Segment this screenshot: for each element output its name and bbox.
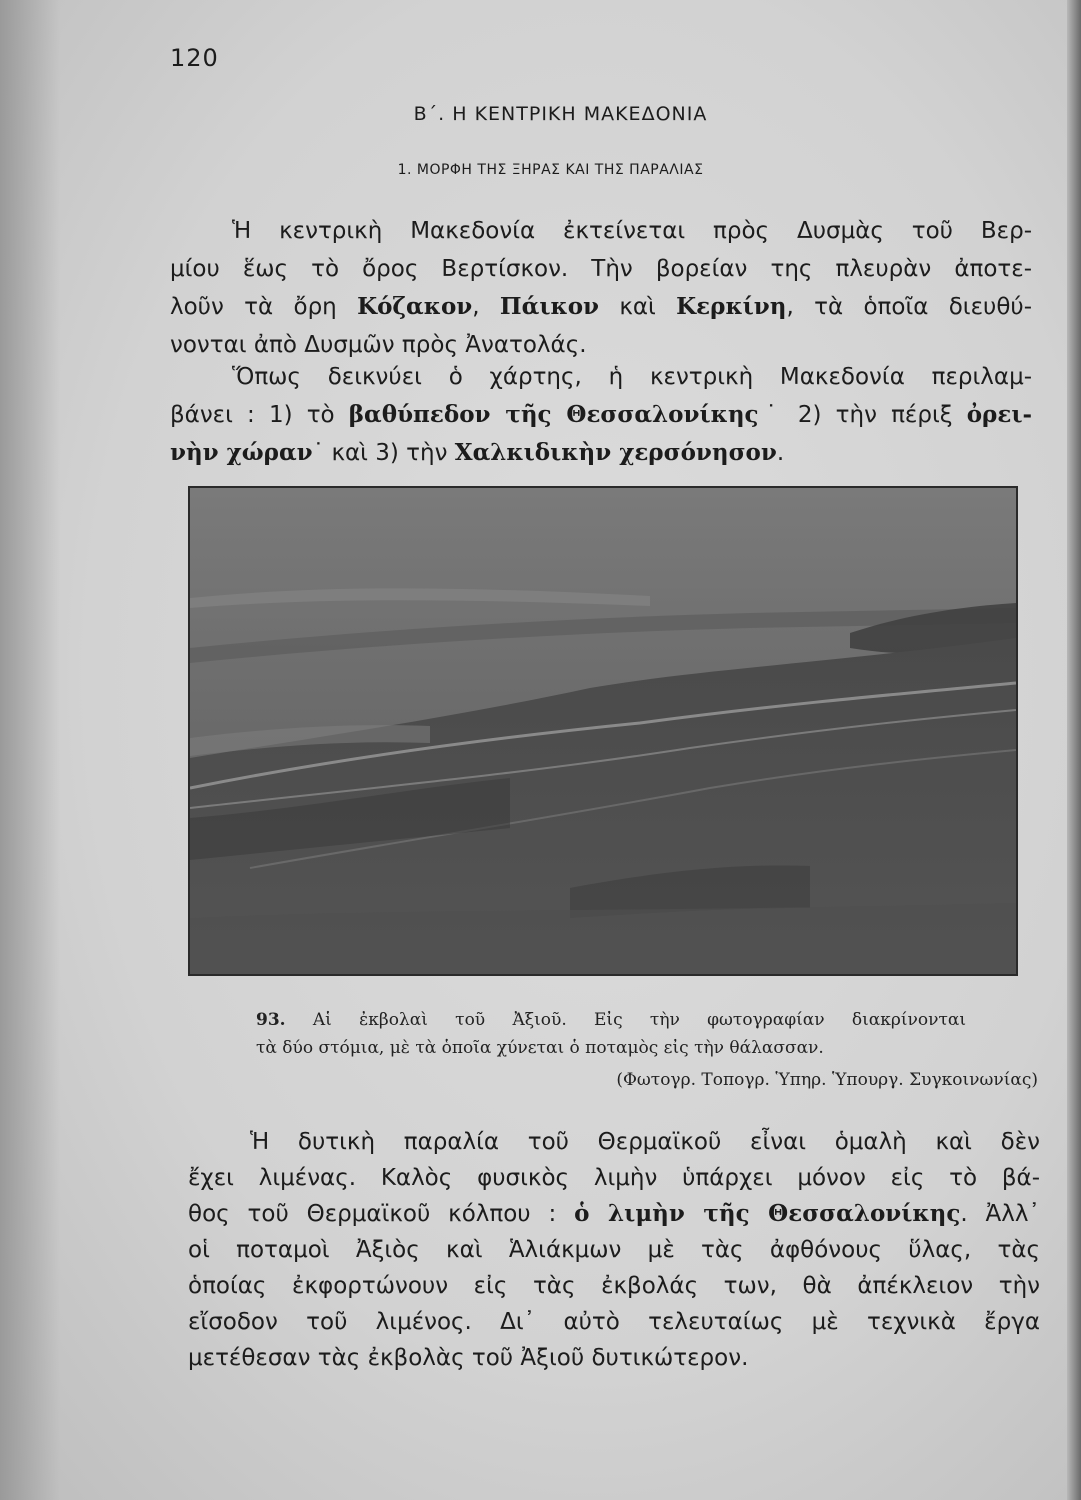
paragraph-regions [170, 358, 1032, 472]
region-mountain-end: νὴν χώραν [170, 439, 313, 466]
mountain-kerkini: Κερκίνη [676, 293, 787, 320]
text-line: λοῦν τὰ ὄρη Κόζακον, Πάικον καὶ Κερκίνη, τὰ ὁποῖα διευθύ- [170, 293, 1033, 320]
mountain-kozakon: Κόζακον [357, 293, 473, 320]
text-line: θος τοῦ Θερμαϊκοῦ κόλπου : ὁ λιμὴν τῆς Θεσσαλονίκης. Ἀλλ᾽ [188, 1200, 1040, 1227]
text-line: εἴσοδον τοῦ λιμένος. Δι᾽ αὐτὸ τελευταίως μὲ τεχνικὰ ἔργα [188, 1309, 1040, 1335]
text-line: νὴν χώραν˙ καὶ 3) τὴν Χαλκιδικὴν χερσόνησον. [170, 439, 785, 466]
caption-line: 93. Αἱ ἐκβολαὶ τοῦ Ἀξιοῦ. Εἰς τὴν φωτογραφίαν διακρίνονται [256, 1010, 966, 1030]
text-line: μίου ἕως τὸ ὄρος Βερτίσκον. Τὴν βορείαν της πλευρὰν ἀποτε- [170, 256, 1032, 282]
binding-shadow [0, 0, 60, 1500]
mountain-paikon: Πάικον [499, 293, 600, 320]
figure-number: 93. [256, 1010, 286, 1030]
figure-caption [256, 1006, 966, 1062]
section-title: Β΄. Η ΚΕΝΤΡΙΚΗ ΜΑΚΕΔΟΝΙΑ [413, 103, 708, 125]
region-plain: βαθύπεδον τῆς Θεσσαλονίκης [348, 401, 759, 428]
region-chalkidiki: Χαλκιδικὴν χερσόνησον [454, 439, 777, 466]
text-line: Ὅπως δεικνύει ὁ χάρτης, ἡ κεντρικὴ Μακεδονία περιλαμ- [232, 364, 1032, 390]
port-thessaloniki: ὁ λιμὴν τῆς Θεσσαλονίκης [574, 1200, 961, 1227]
paragraph-coast [188, 1124, 1040, 1376]
text-line: οἱ ποταμοὶ Ἀξιὸς καὶ Ἁλιάκμων μὲ τὰς ἀφθόνους ὕλας, τὰς [188, 1237, 1040, 1263]
text-line: βάνει : 1) τὸ βαθύπεδον τῆς Θεσσαλονίκης˙ 2) τὴν πέριξ ὀρει- [170, 401, 1033, 428]
region-mountain-start: ὀρει- [966, 401, 1033, 428]
photo-image [190, 488, 1016, 974]
page-edge [1067, 0, 1081, 1500]
text-line: Ἡ κεντρικὴ Μακεδονία ἐκτείνεται πρὸς Δυσμὰς τοῦ Βερ- [232, 218, 1032, 244]
aerial-photo-axios-delta [188, 486, 1018, 976]
photo-credit: (Φωτογρ. Τοπογρ. Ὑπηρ. Ὑπουργ. Συγκοινωνίας) [616, 1070, 1038, 1090]
caption-line: τὰ δύο στόμια, μὲ τὰ ὁποῖα χύνεται ὁ ποταμὸς εἰς τὴν θάλασσαν. [256, 1038, 824, 1058]
paragraph-intro [170, 212, 1032, 364]
text-line: ὁποίας ἐκφορτώνουν εἰς τὰς ἐκβολάς των, θὰ ἀπέκλειον τὴν [188, 1273, 1040, 1299]
subsection-title: 1. ΜΟΡΦΗ ΤΗΣ ΞΗΡΑΣ ΚΑΙ ΤΗΣ ΠΑΡΑΛΙΑΣ [397, 162, 704, 178]
page-number: 120 [170, 44, 219, 72]
text-line: ἔχει λιμένας. Καλὸς φυσικὸς λιμὴν ὑπάρχει μόνον εἰς τὸ βά- [188, 1165, 1040, 1191]
text-line: μετέθεσαν τὰς ἐκβολὰς τοῦ Ἀξιοῦ δυτικώτερον. [188, 1345, 749, 1371]
text-line: νονται ἀπὸ Δυσμῶν πρὸς Ἀνατολάς. [170, 332, 587, 358]
text-line: Ἡ δυτικὴ παραλία τοῦ Θερμαϊκοῦ εἶναι ὁμαλὴ καὶ δὲν [250, 1129, 1040, 1155]
